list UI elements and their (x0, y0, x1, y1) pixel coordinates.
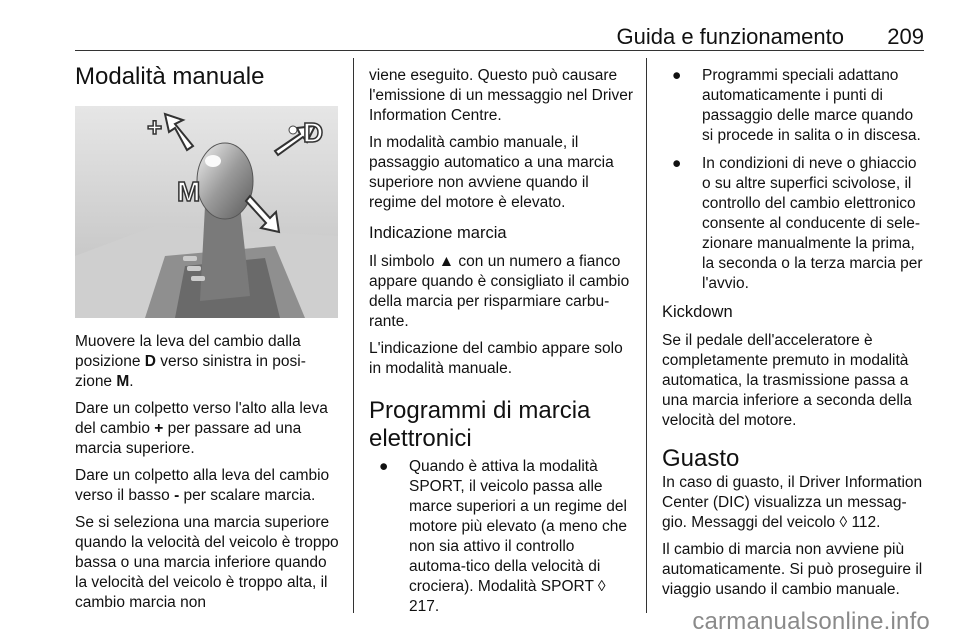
paragraph: Se il pedale dell'acceleratore è completamente premuto in modalità automatica, la trasmissione passa a una marcia inferiore a seconda della velocità del motore. (662, 332, 912, 429)
paragraph: In modalità cambio manuale, il passaggio automatico a una marcia superiore non avviene quando il regime del motore è elevato. (369, 134, 614, 211)
paragraph: Dare un colpetto verso l'alto alla leva del cambio + per passare ad una marcia superiore. (75, 400, 328, 457)
heading-electronic-programs: Programmi di marcia elettronici (369, 397, 591, 452)
list-item: ● Programmi speciali adattano automaticamente i punti di passaggio delle marce quando si procede in salita o in discesa. (672, 67, 921, 144)
subheading-kickdown: Kickdown (662, 303, 733, 321)
subheading-gear-indication: Indicazione marcia (369, 224, 507, 242)
paragraph: Muovere la leva del cambio dalla posizione D verso sinistra in posi-zione M. (75, 333, 306, 390)
gear-lever-icon (75, 106, 338, 318)
column-1 (75, 58, 340, 620)
bullet-icon: ● (379, 458, 389, 475)
page-number: 209 (887, 24, 924, 49)
bullet-icon: ● (672, 67, 682, 84)
paragraph: L'indicazione del cambio appare solo in modalità manuale. (369, 340, 623, 377)
section-title: Guida e funzionamento (616, 24, 844, 49)
heading-fault: Guasto (662, 445, 740, 472)
watermark: carmanualsonline.info (692, 608, 930, 635)
header-rule (75, 50, 924, 51)
svg-text:+: + (147, 112, 163, 142)
svg-text:D: D (303, 117, 324, 148)
paragraph: In caso di guasto, il Driver Information Center (DIC) visualizza un messag-gio. Messaggi del veicolo ◊ 112. (662, 474, 923, 531)
column-3 (662, 66, 928, 607)
paragraph: viene eseguito. Questo può causare l'emissione di un messaggio nel Driver Information Centre. (369, 67, 633, 124)
bullet-list (369, 457, 634, 617)
page-header (75, 24, 924, 50)
svg-text:M: M (177, 176, 201, 207)
paragraph: Dare un colpetto alla leva del cambio verso il basso - per scalare marcia. (75, 467, 330, 504)
gear-shift-illustration (75, 106, 338, 318)
bullet-list (662, 66, 928, 294)
paragraph: Il cambio di marcia non avviene più automaticamente. Si può proseguire il viaggio usando il cambio manuale. (662, 541, 923, 598)
column-divider (353, 58, 354, 613)
paragraph: Se si seleziona una marcia superiore quando la velocità del veicolo è troppo bassa o una marcia inferiore quando la velocità del veicolo è troppo alta, il cambio marcia non (75, 514, 339, 611)
list-item: ● In condizioni di neve o ghiaccio o su altre superfici scivolose, il controllo del cambio elettronico consente al conducente di sele-zionare manualmente la prima, la seconda o la terza marcia per l'avvio. (672, 155, 923, 292)
column-2 (369, 66, 634, 625)
heading-manual-mode: Modalità manuale (75, 63, 265, 90)
column-divider (646, 58, 647, 613)
paragraph: Il simbolo ▲ con un numero a fianco appare quando è consigliato il cambio della marcia per risparmiare carbu-rante. (369, 253, 630, 330)
bullet-icon: ● (672, 155, 682, 172)
list-item: ● Quando è attiva la modalità SPORT, il veicolo passa alle marce superiori a un regime del motore più elevato (a meno che non sia attivo il controllo automa-tico della velocità di crociera). Modalità SPORT ◊ 217. (379, 458, 627, 615)
